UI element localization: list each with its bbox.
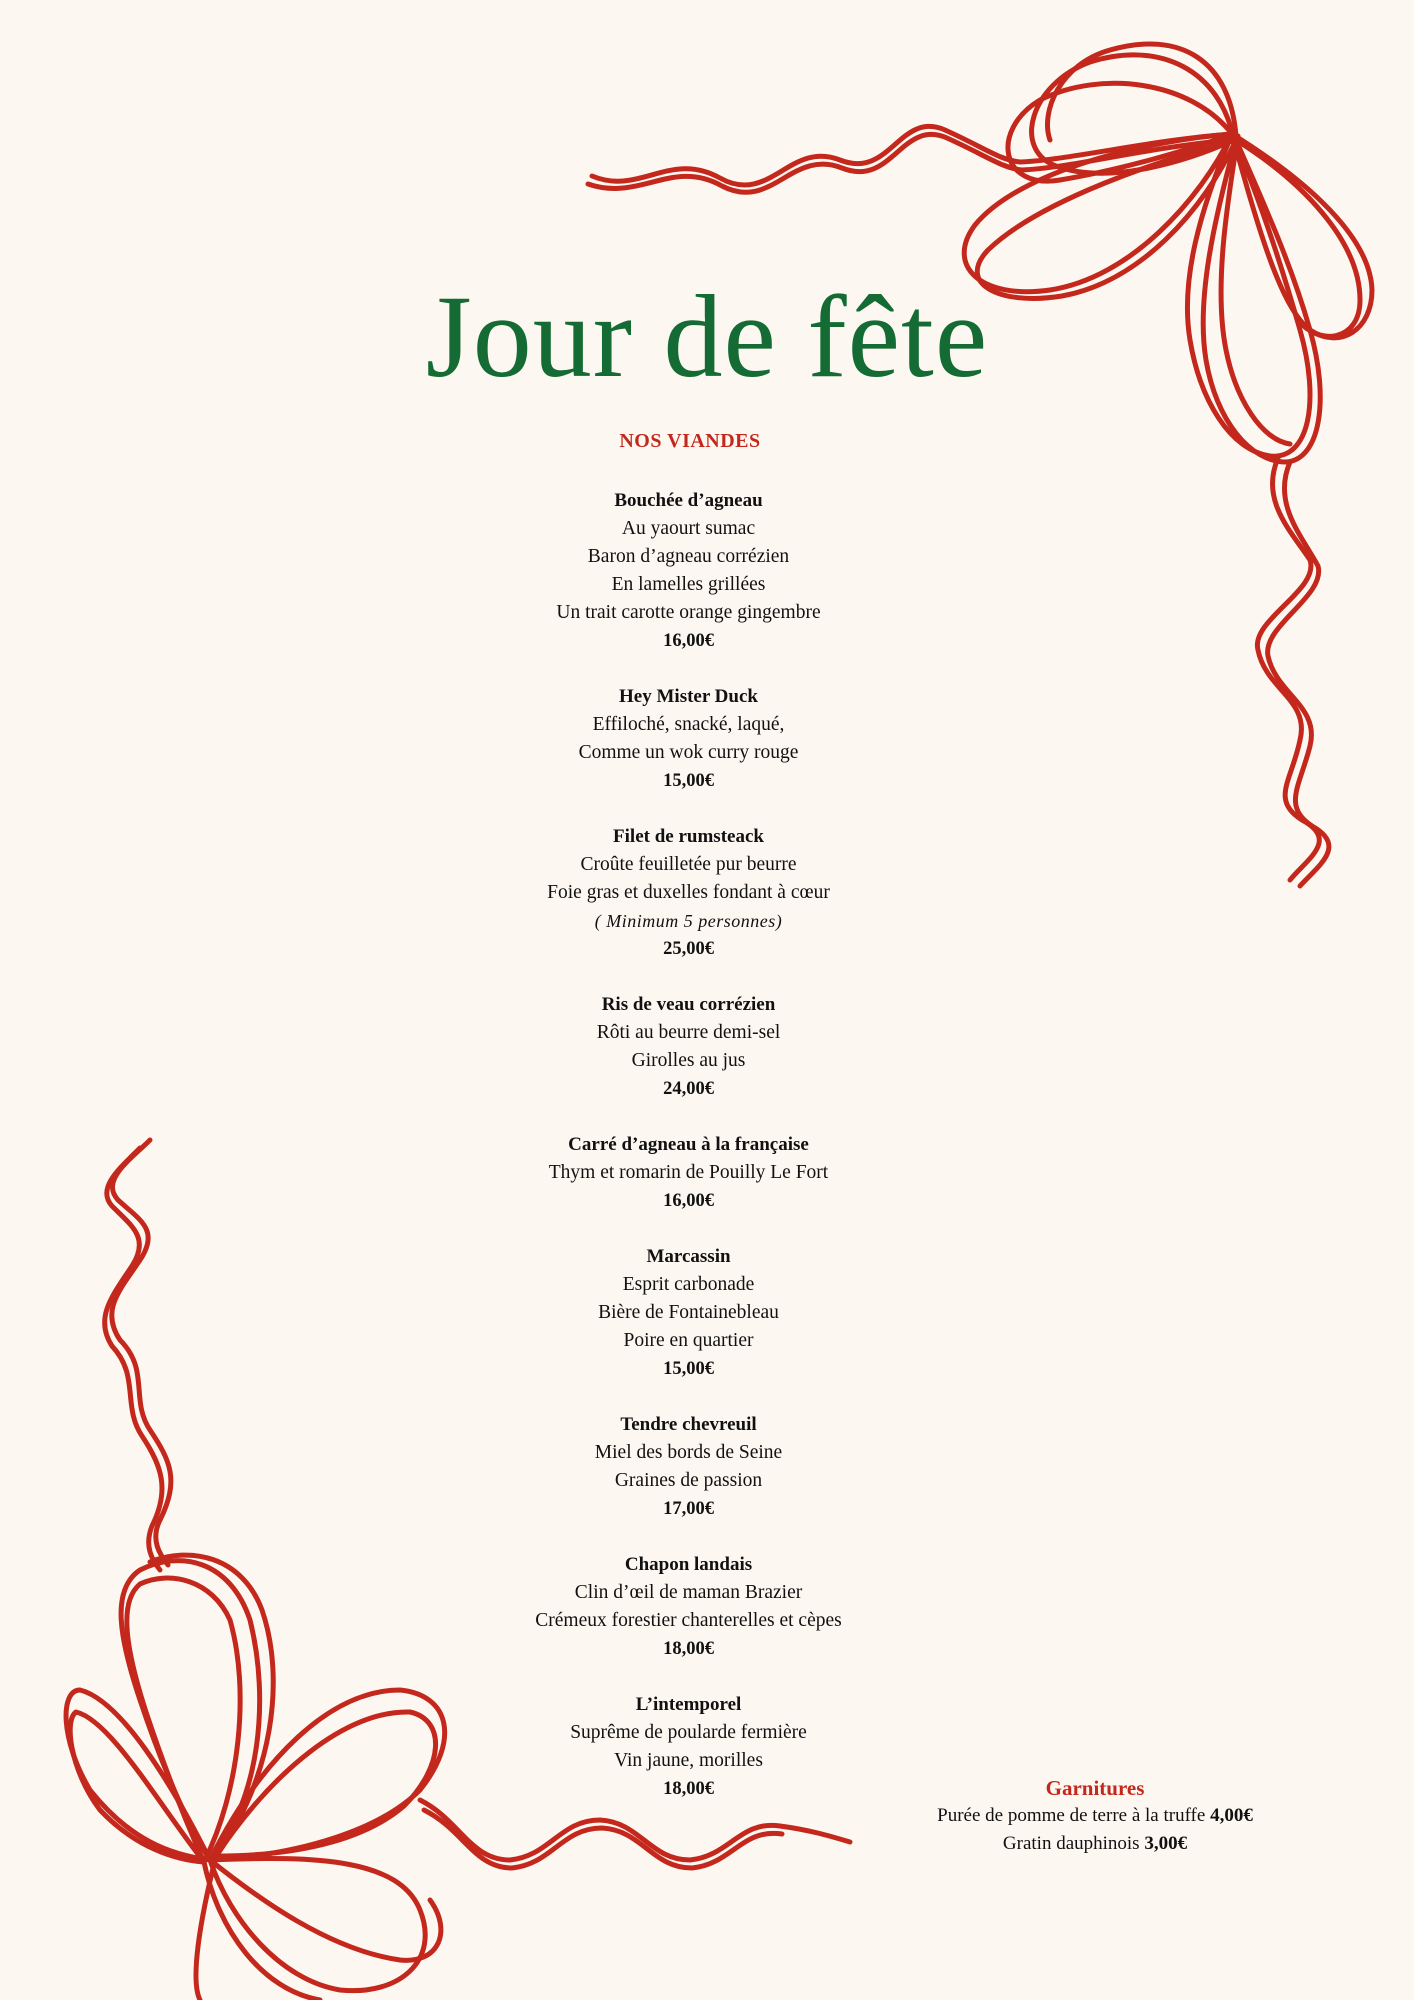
garniture-price: 4,00€ [1210, 1805, 1253, 1826]
dish-item [0, 1411, 1377, 1523]
dish-name: L’intemporel [635, 1694, 742, 1715]
dish-description: Un trait carotte orange gingembre [556, 602, 821, 623]
dish-description: Miel des bords de Seine [594, 1442, 783, 1463]
dish-note: ( Minimum 5 personnes) [594, 911, 783, 931]
garniture-item [880, 1802, 1310, 1830]
garniture-price: 3,00€ [1144, 1833, 1188, 1854]
dish-description: Esprit carbonade [622, 1274, 755, 1295]
dish-price: 25,00€ [663, 939, 714, 959]
dish-description: Clin d’œil de maman Brazier [574, 1582, 803, 1603]
garniture-label: Gratin dauphinois [1002, 1833, 1140, 1854]
dish-description: Crémeux forestier chanterelles et cèpes [535, 1610, 842, 1631]
dish-description: Vin jaune, morilles [614, 1750, 763, 1771]
dish-description: Effiloché, snacké, laqué, [592, 714, 785, 735]
dish-description: Suprême de poularde fermière [570, 1722, 807, 1743]
garnitures-section [880, 1774, 1310, 1858]
dish-description: Girolles au jus [631, 1050, 746, 1071]
dish-price: 16,00€ [663, 631, 714, 651]
dish-price: 18,00€ [663, 1779, 714, 1799]
dish-description: Au yaourt sumac [621, 518, 756, 539]
dish-description: Thym et romarin de Pouilly Le Fort [548, 1162, 829, 1183]
dish-name: Tendre chevreuil [620, 1414, 757, 1435]
dish-item [0, 1131, 1377, 1215]
dish-item [0, 487, 1377, 655]
dish-item [0, 991, 1377, 1103]
dish-description: Rôti au beurre demi-sel [596, 1022, 781, 1043]
dish-description: Comme un wok curry rouge [578, 742, 799, 763]
dish-list [0, 487, 1377, 1831]
dish-description: En lamelles grillées [611, 574, 766, 595]
garniture-item [880, 1830, 1310, 1858]
dish-name: Chapon landais [624, 1554, 753, 1575]
section-heading: NOS VIANDES [619, 430, 761, 452]
dish-item [0, 1551, 1377, 1663]
garniture-label: Purée de pomme de terre à la truffe [937, 1805, 1206, 1826]
garnitures-title: Garnitures [1045, 1776, 1145, 1800]
dish-price: 15,00€ [663, 1359, 714, 1379]
menu-title: Jour de fête [425, 271, 989, 402]
dish-description: Foie gras et duxelles fondant à cœur [547, 882, 830, 903]
dish-description: Poire en quartier [623, 1330, 754, 1351]
dish-name: Ris de veau corrézien [601, 994, 776, 1015]
dish-price: 18,00€ [663, 1639, 714, 1659]
dish-description: Croûte feuilletée pur beurre [580, 854, 797, 875]
dish-price: 17,00€ [663, 1499, 714, 1519]
dish-price: 24,00€ [663, 1079, 714, 1099]
dish-item [0, 1243, 1377, 1383]
dish-price: 16,00€ [663, 1191, 714, 1211]
dish-description: Baron d’agneau corrézien [587, 546, 790, 567]
dish-price: 15,00€ [663, 771, 714, 791]
dish-item [0, 683, 1377, 795]
dish-name: Carré d’agneau à la française [568, 1134, 809, 1155]
dish-name: Marcassin [646, 1246, 731, 1267]
dish-description: Graines de passion [614, 1470, 763, 1491]
dish-name: Hey Mister Duck [619, 686, 758, 707]
dish-description: Bière de Fontainebleau [598, 1302, 779, 1323]
dish-name: Filet de rumsteack [613, 826, 764, 847]
dish-name: Bouchée d’agneau [614, 490, 763, 511]
dish-item [0, 823, 1377, 963]
